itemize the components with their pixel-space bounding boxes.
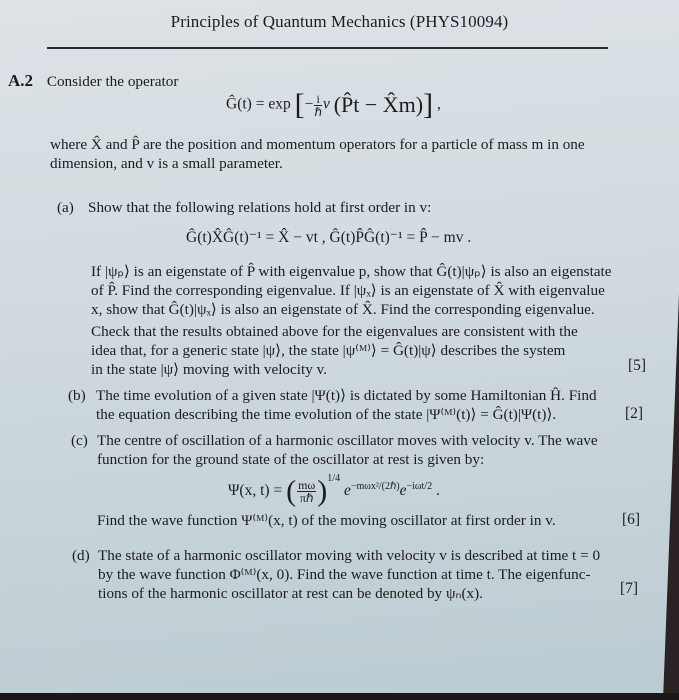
part-b-line2: the equation describing the time evolution of the state |Ψ⁽ᴹ⁾(t)⟩ = Ĝ(t)|Ψ(t)⟩. [96,406,557,423]
part-d-marks: [7] [620,580,639,597]
part-d-label: (d) [72,547,90,564]
operator-equation: Ĝ(t) = exp [− $\frac{i}{\text{ℏ}}$ v (P̂t − X̂m)] , [226,88,441,121]
ground-state-equation: Ψ(x, t) = ( $\frac{m\omega}{\text{πℏ}}$ )$^{1/4}$ $e^{-m\omega x^2/(2\hbar)}e^{-i\omega t/2}$ . [228,473,440,508]
part-a-para2-line2: idea that, for a generic state |ψ⟩, the state |ψ⁽ᴹ⁾⟩ = Ĝ(t)|ψ⟩ describes the system [91,342,566,359]
part-a-para2-line1: Check that the results obtained above for the eigenvalues are consistent with the [91,323,578,340]
course-title: Principles of Quantum Mechanics (PHYS10094) [170,12,509,31]
part-b-line1: The time evolution of a given state |Ψ(t)⟩ is dictated by some Hamiltonian Ĥ. Find [96,387,597,404]
part-c-question: Find the wave function Ψ⁽ᴹ⁾(x, t) of the moving oscillator at first order in v. [97,512,556,529]
question-header [8,71,178,91]
part-a-para1-line2: of P̂. Find the corresponding eigenvalue. If |ψₓ⟩ is an eigenstate of X̂ with eigenvalue [91,282,605,299]
part-a-intro: Show that the following relations hold at first order in v: [88,199,432,216]
header-rule-divider [47,47,608,49]
question-intro: Consider the operator [46,73,179,90]
part-c-marks: [6] [622,511,641,528]
part-d-line3: tions of the harmonic oscillator at rest can be denoted by ψₙ(x). [98,585,484,602]
part-a-para1-line1: If |ψₚ⟩ is an eigenstate of P̂ with eigenvalue p, show that Ĝ(t)|ψₚ⟩ is also an eigenstate [91,263,612,280]
part-a-para1-line3: x, show that Ĝ(t)|ψₓ⟩ is also an eigenstate of X̂. Find the corresponding eigenvalue. [91,301,595,318]
part-a-para2-line3: in the state |ψ⟩ moving with velocity v. [91,361,327,378]
photo-edge-shadow-right [663,0,679,700]
part-c-line1: The centre of oscillation of a harmonic oscillator moves with velocity v. The wave [97,432,598,449]
where-line-1: where X̂ and P̂ are the position and momentum operators for a particle of mass m in one [50,136,585,153]
where-line-2: dimension, and v is a small parameter. [50,155,283,172]
part-d-line2: by the wave function Φ⁽ᴹ⁾(x, 0). Find the wave function at time t. The eigenfunc- [98,566,591,583]
part-c-line2: function for the ground state of the oscillator at rest is given by: [97,451,485,468]
question-number: A.2 [8,71,34,90]
part-a-label: (a) [57,199,74,216]
part-a-marks: [5] [628,357,647,374]
part-b-label: (b) [68,387,86,404]
photo-edge-shadow-bottom [0,693,679,700]
part-b-marks: [2] [625,405,644,422]
part-a-relations: Ĝ(t)X̂Ĝ(t)⁻¹ = X̂ − vt , Ĝ(t)P̂Ĝ(t)⁻¹ = P̂ − mv . [186,229,472,246]
part-d-line1: The state of a harmonic oscillator moving with velocity v is described at time t = 0 [98,547,601,564]
part-c-label: (c) [71,432,88,449]
